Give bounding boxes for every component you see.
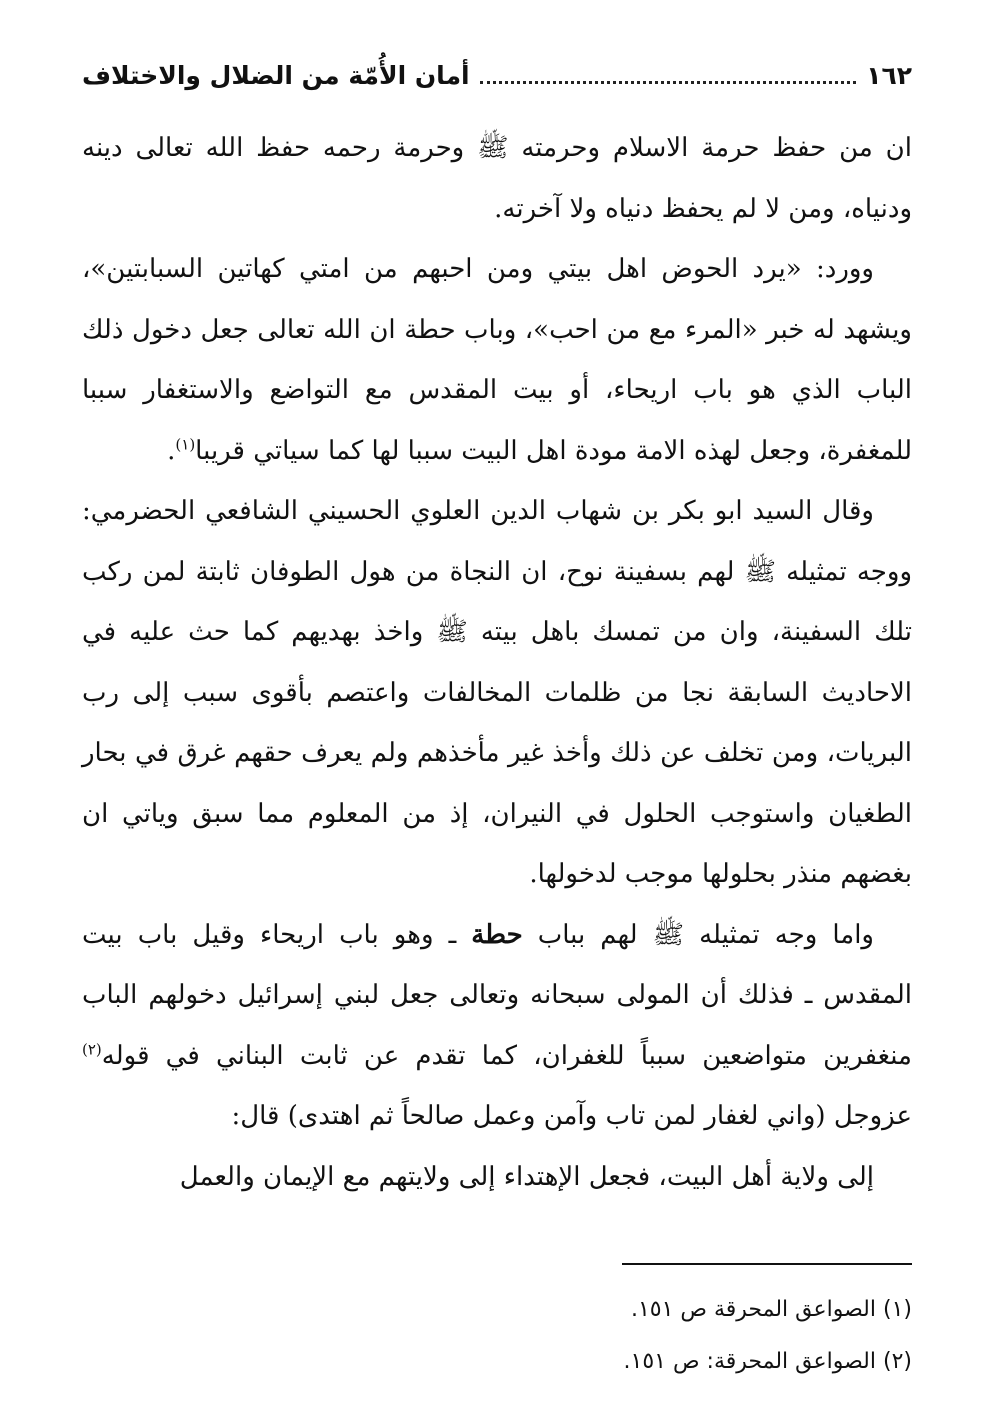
text-segment: عزوجل (واني لغفار لمن تاب وآمن وعمل صالحاً ثم اهتدى) قال:: [231, 1101, 912, 1131]
footnote-separator: [622, 1263, 912, 1265]
text-segment: واما وجه تمثيله ﷺ لهم بباب: [522, 919, 874, 950]
text-segment: وقال السيد ابو بكر بن شهاب الدين العلوي الحسيني الشافعي الحضرمي: ووجه تمثيله ﷺ لهم بسفينة نوح، ان النجاة من هول الطوفان ثابتة لمن ركب تلك السفينة، وان من تمسك باهل بيته ﷺ واخذ بهديهم كما حث عليه في الاحاديث السابقة نجا من ظلمات المخالفات واعتصم بأقوى سبب إلى رب البريات، ومن تخلف عن ذلك وأخذ غير مأخذهم ولم يعرف حقهم غرق في بحار الطغيان واستوجب الحلول في النيران، إذ من المعلوم مما سبق وياتي ان بغضهم منذر بحلولها موجب لدخولها.: [82, 496, 912, 889]
running-header: [82, 52, 912, 98]
footnote-marker: (١): [175, 434, 196, 453]
paragraph: [82, 481, 912, 905]
text-segment: ـ وهو باب اريحاء وقيل باب بيت المقدس ـ فذلك أن المولى سبحانه وتعالى جعل لبني إسرائيل دخولهم الباب منغفرين متواضعين سبباً للغفران، كما تقدم عن ثابت البناني في قوله: [82, 919, 912, 1071]
paragraph: [82, 905, 912, 1147]
paragraph: [82, 118, 912, 239]
text-segment: .: [167, 435, 176, 466]
text-segment: ان من حفظ حرمة الاسلام وحرمته ﷺ وحرمة رحمه حفظ الله تعالى دينه ودنياه، ومن لا لم يحفظ دنياه ولا آخرته.: [82, 133, 912, 224]
main-text: [82, 118, 912, 1207]
paragraph: [82, 1147, 912, 1208]
footnote-marker: (٢): [82, 1039, 102, 1058]
header-leader-dots: [480, 81, 857, 84]
footnote: (١) الصواعق المحرقة ص ١٥١.: [630, 1297, 912, 1322]
running-title: أمان الأُمّة من الضلال والاختلاف: [82, 60, 470, 90]
paragraph: [82, 239, 912, 481]
page-number: ١٦٢: [866, 60, 912, 90]
text-segment: إلى ولاية أهل البيت، فجعل الإهتداء إلى ولايتهم مع الإيمان والعمل: [179, 1161, 874, 1192]
footnote: (٢) الصواعق المحرقة: ص ١٥١.: [623, 1349, 912, 1374]
text-segment: وورد: «يرد الحوض اهل بيتي ومن احبهم من امتي كهاتين السبابتين»، ويشهد له خبر «المرء مع من احب»، وباب حطة ان الله تعالى جعل دخول ذلك الباب الذي هو باب اريحاء، أو بيت المقدس مع التواضع والاستغفار سببا للمغفرة، وجعل لهذه الامة مودة اهل البيت سببا لها كما سياتي قريبا: [82, 254, 912, 466]
footnotes: [82, 1284, 912, 1388]
bold-term: حطة: [471, 919, 523, 950]
